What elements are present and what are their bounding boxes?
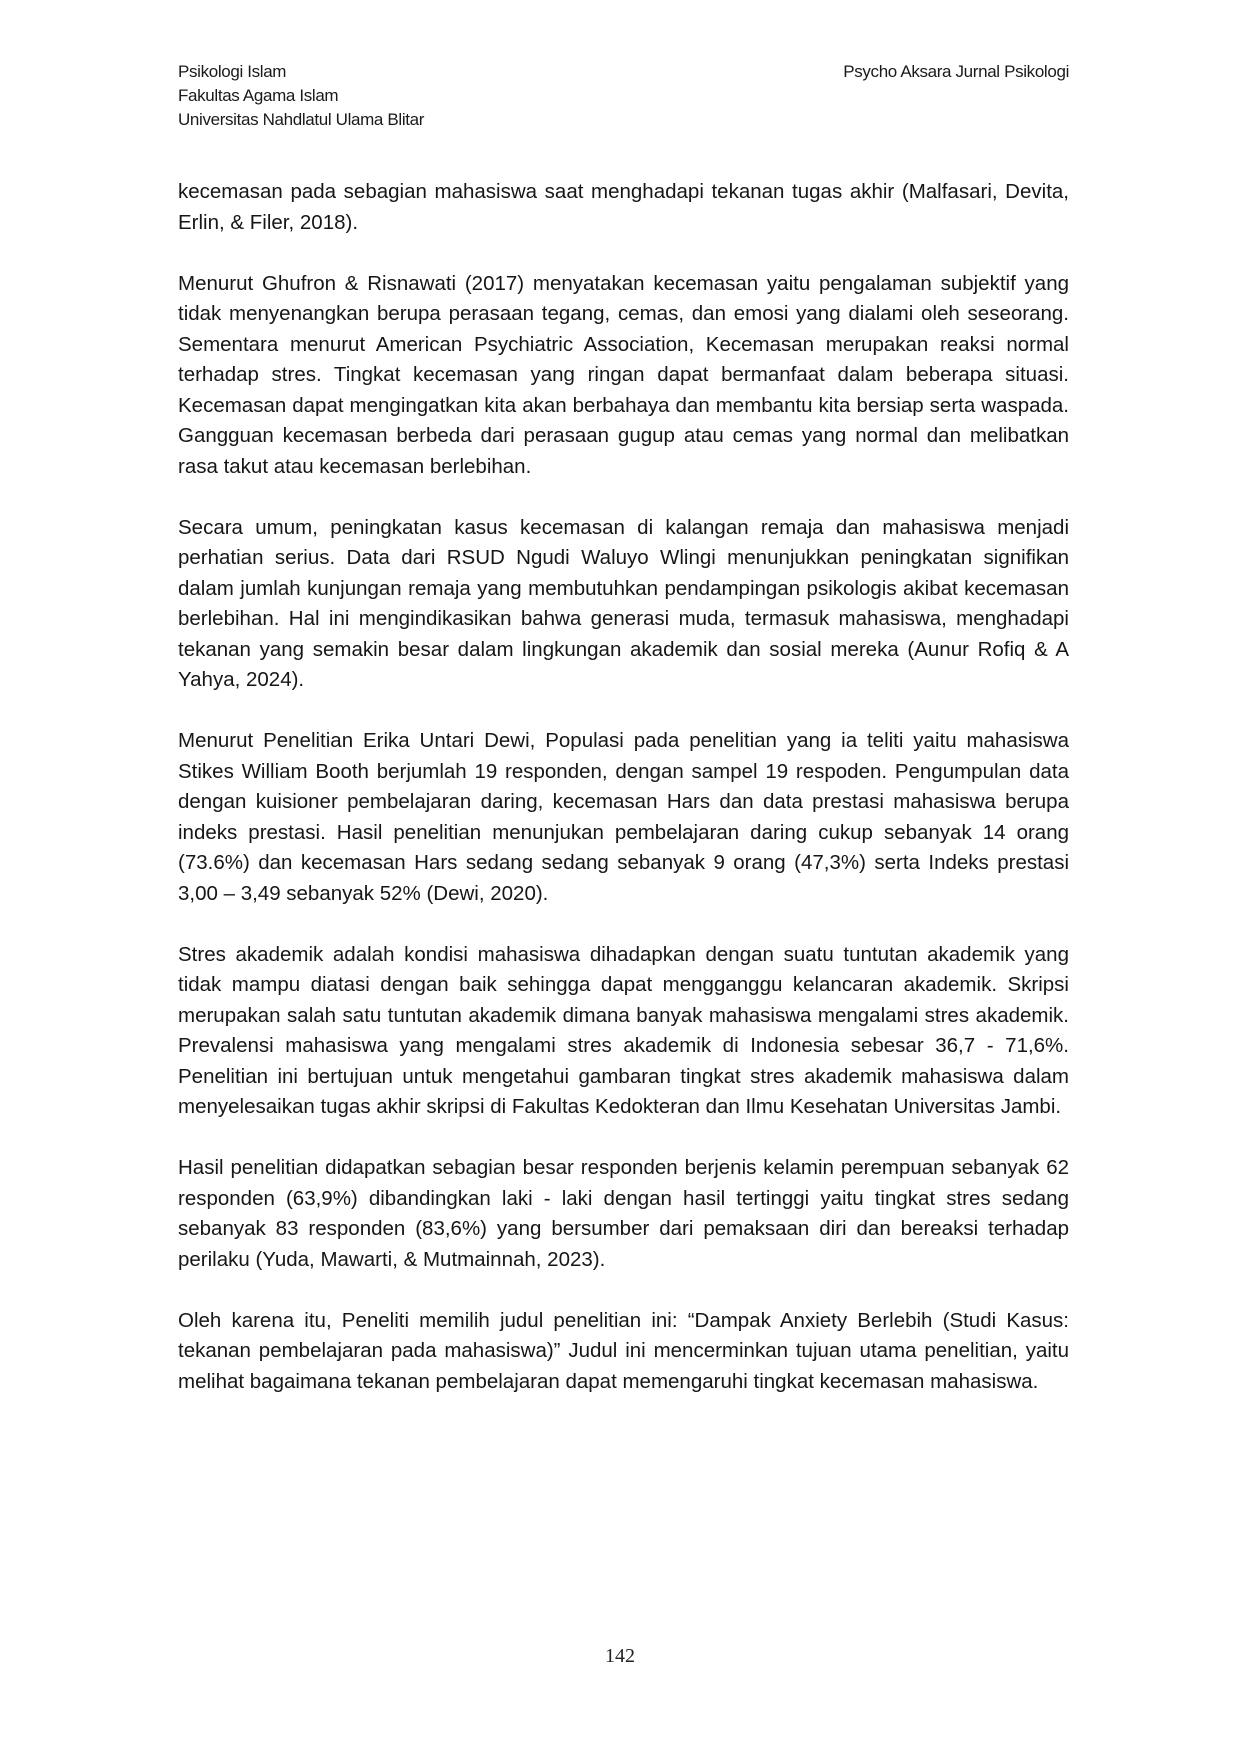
paragraph-6: Hasil penelitian didapatkan sebagian besar responden berjenis kelamin perempuan sebanyak 62 responden (63,9%) dibandingkan laki - laki dengan hasil tertinggi yaitu tingkat stres sedang sebanyak 83 responden (83,6%) yang bersumber dari pemaksaan diri dan bereaksi terhadap perilaku (Yuda, Mawarti, & Mutmainnah, 2023). [178,1156,1069,1271]
header-journal-name: Psycho Aksara Jurnal Psikologi [843,62,1069,81]
article-body [178,177,1069,1397]
paragraph-3: Secara umum, peningkatan kasus kecemasan di kalangan remaja dan mahasiswa menjadi perhatian serius. Data dari RSUD Ngudi Waluyo Wlingi menunjukkan peningkatan signifikan dalam jumlah kunjungan remaja yang membutuhkan pendampingan psikologis akibat kecemasan berlebihan. Hal ini mengindikasikan bahwa generasi muda, termasuk mahasiswa, menghadapi tekanan yang semakin besar dalam lingkungan akademik dan sosial mereka (Aunur Rofiq & A Yahya, 2024). [178,515,1069,691]
page-number: 142 [605,1645,635,1667]
paragraph-1: kecemasan pada sebagian mahasiswa saat menghadapi tekanan tugas akhir (Malfasari, Devita, Erlin, & Filer, 2018). [178,180,1069,234]
header-department: Psikologi Islam [178,62,287,81]
paragraph-7: Oleh karena itu, Peneliti memilih judul penelitian ini: “Dampak Anxiety Berlebih (Studi Kasus: tekanan pembelajaran pada mahasiswa)” Judul ini mencerminkan tujuan utama penelitian, yaitu melihat bagaimana tekanan pembelajaran dapat memengaruhi tingkat kecemasan mahasiswa. [178,1308,1069,1393]
paragraph-2: Menurut Ghufron & Risnawati (2017) menyatakan kecemasan yaitu pengalaman subjektif yang tidak menyenangkan berupa perasaan tegang, cemas, dan emosi yang dialami oleh seseorang. Sementara menurut American Psychiatric Association, Kecemasan merupakan reaksi normal terhadap stres. Tingkat kecemasan yang ringan dapat bermanfaat dalam beberapa situasi. Kecemasan dapat mengingatkan kita akan berbahaya dan membantu kita bersiap serta waspada. Gangguan kecemasan berbeda dari perasaan gugup atau cemas yang normal dan melibatkan rasa takut atau kecemasan berlebihan. [178,271,1069,478]
header-affiliation [178,60,598,132]
paragraph-4: Menurut Penelitian Erika Untari Dewi, Populasi pada penelitian yang ia teliti yaitu mahasiswa Stikes William Booth berjumlah 19 responden, dengan sampel 19 respoden. Pengumpulan data dengan kuisioner pembelajaran daring, kecemasan Hars dan data prestasi mahasiswa berupa indeks prestasi. Hasil penelitian menunjukan pembelajaran daring cukup sebanyak 14 orang (73.6%) dan kecemasan Hars sedang sedang sebanyak 9 orang (47,3%) serta Indeks prestasi 3,00 – 3,49 sebanyak 52% (Dewi, 2020). [178,729,1069,905]
header-faculty: Fakultas Agama Islam [178,86,339,105]
header-university: Universitas Nahdlatul Ulama Blitar [178,110,425,129]
paragraph-5: Stres akademik adalah kondisi mahasiswa dihadapkan dengan suatu tuntutan akademik yang tidak mampu diatasi dengan baik sehingga dapat mengganggu kelancaran akademik. Skripsi merupakan salah satu tuntutan akademik dimana banyak mahasiswa mengalami stres akademik. Prevalensi mahasiswa yang mengalami stres akademik di Indonesia sebesar 36,7 - 71,6%. Penelitian ini bertujuan untuk mengetahui gambaran tingkat stres akademik mahasiswa dalam menyelesaikan tugas akhir skripsi di Fakultas Kedokteran dan Ilmu Kesehatan Universitas Jambi. [178,942,1069,1118]
